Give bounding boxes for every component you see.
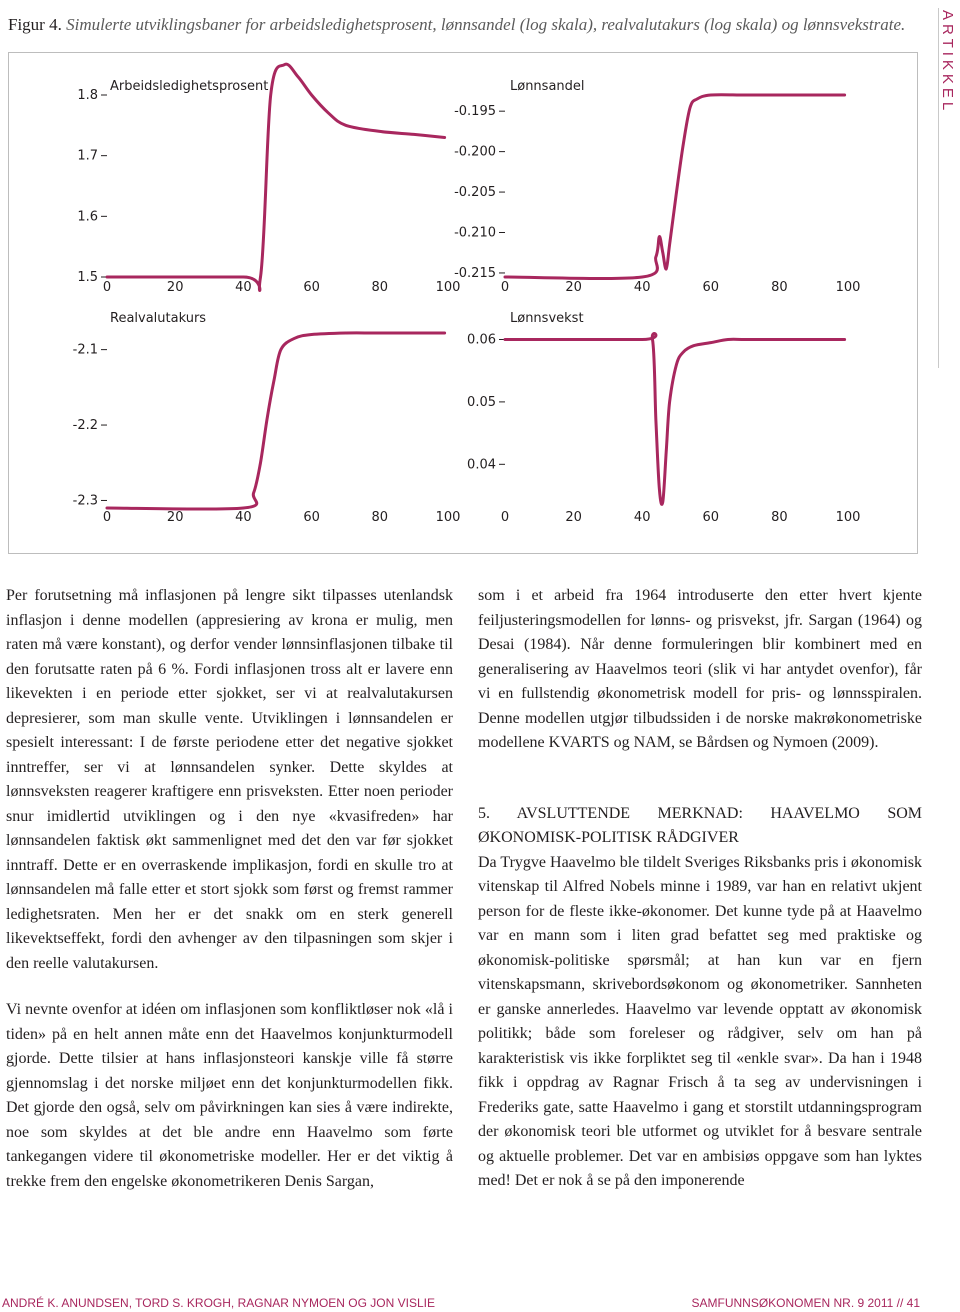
x-tick-label: 80 [371,280,389,295]
y-tick-label: -2.2 [72,418,98,434]
footer-authors: ANDRÉ K. ANUNDSEN, TORD S. KROGH, RAGNAR NYMOEN OG JON VISLIE [2,1296,435,1310]
chart-panel [454,79,860,295]
x-tick-label: 80 [371,510,389,525]
y-tick-label: 1.7 [77,148,98,164]
y-tick-label: 0.05 [467,394,496,410]
x-tick-label: 60 [702,280,720,295]
x-tick-label: 0 [500,280,510,295]
x-tick-label: 40 [235,510,252,525]
chart-title: Lønnsandel [510,79,585,94]
x-tick-label: 60 [303,510,320,525]
x-tick-label: 40 [633,280,651,295]
y-tick-label: -2.3 [72,493,98,509]
x-tick-label: 60 [303,280,320,295]
series-line [107,333,445,509]
paragraph: Da Trygve Haavelmo ble tildelt Sveriges Riksbanks pris i økonomisk vitenskap til Alfred Nobels minne i 1989, var han en relativt ukjent person for de fleste ikke-økonomer. Det kunne tyde på at Haavelmo var en mann som i liten grad befattet seg med praktiske og økonomisk-politiske spørsmål; at han kun var en fjern vitenskapsmann, skrivebordsøkonom og økonometriker. Sannheten er ganske annerledes. Haavelmo var levende opptatt av økonomisk politikk; både som foreleser og rådgiver, selv om han på karakteristisk vis ikke forpliktet seg til «enkle svar». Da han i 1948 fikk i oppdrag av Ragnar Frisch å ta seg av undervisningen i Frederiks gate, satte Haavelmo i gang et storstilt utdanningsprogram der økonomisk teori ble utformet og utviklet for å besvare sentrale og aktuelle problemer. Det var en ambisiøs oppgave som han lyktes med! Det er nok å se på den imponerende [478,853,922,1189]
paragraph: Vi nevnte ovenfor at idéen om inflasjonen som konfliktløser nok «lå i tiden» på en helt annen måte enn det Haavelmos konjunkturmodell gjorde. Dette tilsier at hans inflasjonsteori kanskje ville få større gjennomslag i det norske miljøet enn det konjunkturmodellen fikk. Det gjorde den også, selv om påvirkningen kan sies å være indirekte, noe som skyldes at det ble andre enn Haavelmo som førte tankegangen videre til økonometriske modeller. Her er det viktig å trekke frem den engelske økonometrikeren Denis Sargan, [6,1001,453,1190]
x-tick-label: 20 [565,280,582,295]
y-tick-label: 1.5 [77,270,98,285]
y-tick-label: -0.205 [454,185,496,201]
x-tick-label: 100 [435,280,461,295]
chart-panel [77,64,460,295]
chart-title: Arbeidsledighetsprosent [110,79,269,94]
paragraph: Per forutsetning må inflasjonen på lengre sikt tilpasses utenlandsk inflasjon i denne modellen (appresiering av krona er mulig, men raten må være konstant), og derfor vender lønnsinflasjonen tilbake til den forutsatte raten på 6 %. Fordi inflasjonen tross alt er lavere enn likevekten i en periode etter sjokket, ser vi at realvalutakursen depresierer, som man skulle vente. Utviklingen i lønnsandelen er spesielt interessant: I de første periodene etter det negative sjokket inntreffer, ser vi at lønnsandelen synker. Dette skyldes at lønnsveksten reagerer kraftigere enn prisveksten. Etter noen perioder snur imidlertid utviklingen og i den nye «kvasifreden» har lønnsandelen faktisk økt sammenlignet med det den var før sjokket inntraff. Dette er en overraskende implikasjon, fordi en skulle tro at lønnsandelen må falle etter et stort sjokk som først og fremst rammer ledighetsraten. Men her er det snakk om en sterk generell likevektseffekt, fordi den avhenger av den tilpasningen som skjer i den reelle valutakursen. [6,587,453,972]
y-tick-label: -0.210 [454,225,496,241]
text-column-left [6,584,453,1194]
x-tick-label: 0 [102,280,112,295]
series-line [107,64,445,290]
figure-charts [0,0,960,560]
series-line [505,95,845,279]
x-tick-label: 40 [633,510,651,525]
y-tick-label: 0.06 [467,332,496,348]
section-heading: 5. AVSLUTTENDE MERKNAD: HAAVELMO SOM ØKONOMISK-POLITISK RÅDGIVER [478,804,922,846]
x-tick-label: 20 [565,510,582,525]
paragraph: som i et arbeid fra 1964 introduserte den etter hvert kjente feiljusteringsmodellen for lønns- og prisvekst, jfr. Sargan (1964) og Desai (1984). Når denne formuleringen blir kombinert med en generalisering av Haavelmos teori (slik vi har antydet ovenfor), får vi en fullstendig økonometrisk modell for pris- og lønnsspiralen. Denne modellen utgjør tilbudssiden i de norske makrøkonometriske modellene KVARTS og NAM, se Bårdsen og Nymoen (2009). [478,587,922,751]
x-tick-label: 100 [835,280,861,295]
x-tick-label: 0 [102,510,112,525]
y-tick-label: -0.195 [454,104,496,120]
x-tick-label: 0 [500,510,510,525]
chart-title: Realvalutakurs [110,311,207,326]
y-tick-label: 1.6 [77,209,98,225]
x-tick-label: 60 [702,510,720,525]
y-tick-label: -0.215 [454,265,496,281]
x-tick-label: 100 [435,510,461,525]
figure-caption-text: Simulerte utviklingsbaner for arbeidsledighetsprosent, lønnsandel (log skala), realvalutakurs (log skala) og lønnsvekstrate. [66,15,906,34]
x-tick-label: 100 [835,510,861,525]
x-tick-label: 20 [166,510,184,525]
chart-title: Lønnsvekst [510,311,584,326]
x-tick-label: 80 [771,280,788,295]
footer-journal: SAMFUNNSØKONOMEN NR. 9 2011 // 41 [691,1296,920,1310]
series-line [505,334,845,505]
x-tick-label: 20 [166,280,184,295]
chart-panel [73,311,461,525]
x-tick-label: 80 [771,510,788,525]
section-side-label: ARTIKKEL [939,10,956,115]
figure-number: Figur 4. [8,15,62,34]
y-tick-label: -2.1 [72,342,98,358]
y-tick-label: 0.04 [467,457,496,473]
x-tick-label: 40 [235,280,252,295]
text-column-right [478,584,922,1194]
y-tick-label: -0.200 [454,144,496,160]
y-tick-label: 1.8 [77,88,98,103]
chart-panel [467,311,860,525]
